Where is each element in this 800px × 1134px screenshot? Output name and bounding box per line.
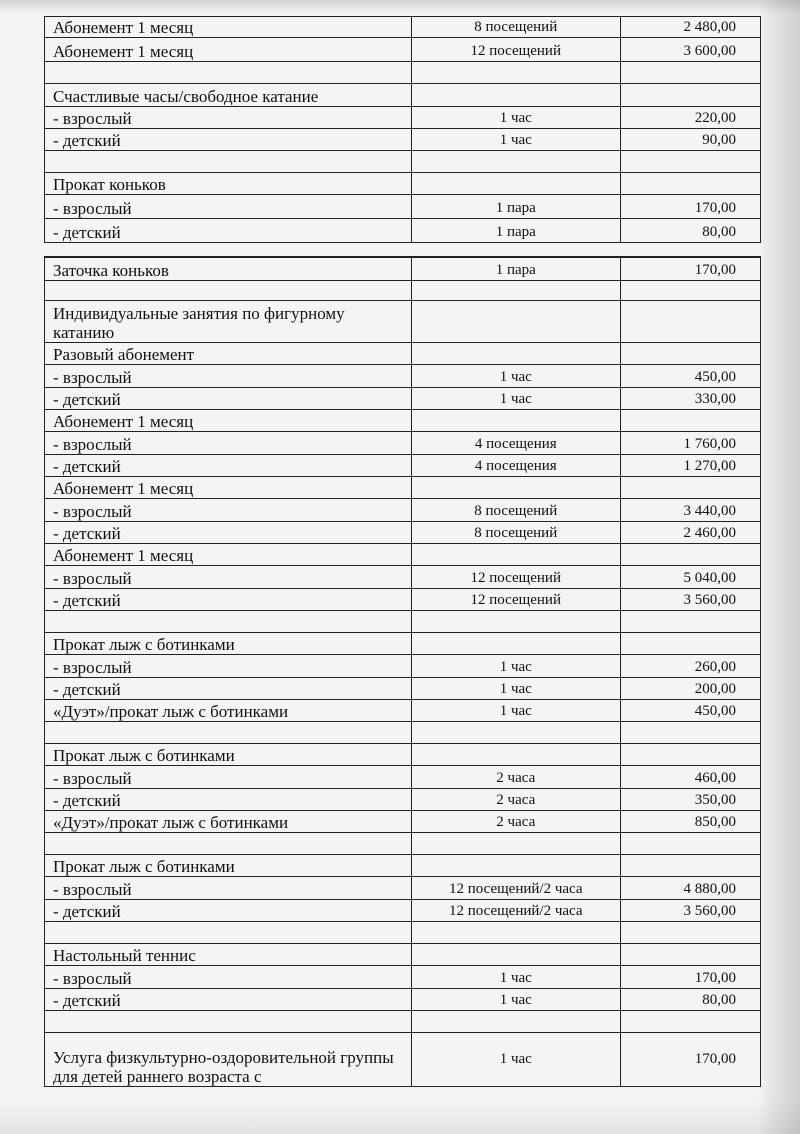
- service-name-cell: Прокат лыж с ботинками: [45, 744, 412, 766]
- table-row: [45, 789, 761, 811]
- scan-shadow-bottom: [0, 1100, 800, 1134]
- blank-cell: [620, 1011, 760, 1033]
- price-cell: 200,00: [620, 678, 760, 700]
- service-name-cell: Абонемент 1 месяц: [45, 410, 412, 432]
- table-row: [45, 855, 761, 877]
- unit-cell: [411, 84, 620, 107]
- price-cell: 90,00: [620, 129, 760, 151]
- table-row: [45, 811, 761, 833]
- service-name-cell: - детский: [45, 455, 412, 477]
- price-cell: [620, 544, 760, 566]
- service-name-cell: Настольный теннис: [45, 944, 412, 966]
- table-blank-row: [45, 281, 761, 301]
- blank-cell: [411, 281, 620, 301]
- table-row: [45, 195, 761, 219]
- price-cell: 450,00: [620, 700, 760, 722]
- unit-cell: 1 час: [411, 678, 620, 700]
- blank-cell: [620, 922, 760, 944]
- price-cell: [620, 410, 760, 432]
- table-row: [45, 107, 761, 129]
- blank-cell: [45, 62, 412, 84]
- table-row: [45, 343, 761, 365]
- table-row: [45, 129, 761, 151]
- service-name-cell: - детский: [45, 789, 412, 811]
- unit-cell: 2 часа: [411, 811, 620, 833]
- blank-cell: [620, 611, 760, 633]
- unit-cell: [411, 944, 620, 966]
- service-name-cell: - взрослый: [45, 365, 412, 388]
- table-row: [45, 84, 761, 107]
- service-name-cell: «Дуэт»/прокат лыж с ботинками: [45, 811, 412, 833]
- service-name-cell: - детский: [45, 388, 412, 410]
- table-row: [45, 257, 761, 281]
- table-blank-row: [45, 151, 761, 173]
- blank-cell: [45, 1011, 412, 1033]
- blank-cell: [620, 281, 760, 301]
- service-name-cell: - взрослый: [45, 195, 412, 219]
- price-cell: 350,00: [620, 789, 760, 811]
- service-name-cell: - взрослый: [45, 566, 412, 589]
- price-cell: 170,00: [620, 966, 760, 989]
- service-name-cell: - взрослый: [45, 966, 412, 989]
- service-name-cell: Счастливые часы/свободное катание: [45, 84, 412, 107]
- price-cell: [620, 744, 760, 766]
- service-name-cell: - детский: [45, 219, 412, 243]
- price-cell: 1 270,00: [620, 455, 760, 477]
- price-cell: [620, 343, 760, 365]
- service-name-cell: - детский: [45, 900, 412, 922]
- price-cell: 850,00: [620, 811, 760, 833]
- table-blank-row: [45, 62, 761, 84]
- table-row: [45, 589, 761, 611]
- price-cell: 3 560,00: [620, 900, 760, 922]
- unit-cell: [411, 173, 620, 195]
- price-cell: 1 760,00: [620, 432, 760, 455]
- blank-cell: [411, 62, 620, 84]
- service-name-cell: Прокат лыж с ботинками: [45, 633, 412, 655]
- blank-cell: [45, 722, 412, 744]
- unit-cell: 4 посещения: [411, 455, 620, 477]
- unit-cell: 1 пара: [411, 257, 620, 281]
- blank-cell: [45, 151, 412, 173]
- price-cell: 3 440,00: [620, 499, 760, 522]
- price-cell: [620, 301, 760, 343]
- table-blank-row: [45, 611, 761, 633]
- service-name-cell: - детский: [45, 589, 412, 611]
- price-cell: 170,00: [620, 195, 760, 219]
- unit-cell: 1 пара: [411, 195, 620, 219]
- table-blank-row: [45, 1011, 761, 1033]
- unit-cell: 1 час: [411, 107, 620, 129]
- price-cell: 460,00: [620, 766, 760, 789]
- unit-cell: 1 час: [411, 1033, 620, 1087]
- price-cell: [620, 84, 760, 107]
- unit-cell: [411, 855, 620, 877]
- unit-cell: 1 час: [411, 388, 620, 410]
- table-row: [45, 655, 761, 678]
- table-row: [45, 522, 761, 544]
- service-name-cell: Индивидуальные занятия по фигурному катанию: [45, 301, 412, 343]
- unit-cell: [411, 477, 620, 499]
- price-cell: 80,00: [620, 989, 760, 1011]
- table-row: [45, 477, 761, 499]
- table-row: [45, 173, 761, 195]
- blank-cell: [411, 922, 620, 944]
- service-name-cell: Абонемент 1 месяц: [45, 17, 412, 38]
- table-blank-row: [45, 722, 761, 744]
- table-row: [45, 219, 761, 243]
- unit-cell: 12 посещений/2 часа: [411, 877, 620, 900]
- service-name-cell: - взрослый: [45, 499, 412, 522]
- blank-cell: [620, 151, 760, 173]
- service-name-cell: - взрослый: [45, 877, 412, 900]
- price-cell: 80,00: [620, 219, 760, 243]
- table-row: [45, 499, 761, 522]
- price-cell: 170,00: [620, 257, 760, 281]
- blank-cell: [620, 833, 760, 855]
- service-name-cell: Услуга физкультурно-оздоровительной группы для детей раннего возраста с: [45, 1033, 412, 1087]
- service-name-cell: - взрослый: [45, 107, 412, 129]
- blank-cell: [411, 611, 620, 633]
- service-name-cell: Абонемент 1 месяц: [45, 477, 412, 499]
- table-gap-row: [45, 243, 761, 257]
- unit-cell: [411, 343, 620, 365]
- scan-shadow-right: [758, 0, 800, 1134]
- unit-cell: 1 час: [411, 365, 620, 388]
- unit-cell: 1 час: [411, 700, 620, 722]
- unit-cell: [411, 633, 620, 655]
- unit-cell: [411, 410, 620, 432]
- price-list-body: [45, 17, 761, 1087]
- table-row: [45, 633, 761, 655]
- unit-cell: [411, 544, 620, 566]
- price-cell: 2 480,00: [620, 17, 760, 38]
- table-row: [45, 900, 761, 922]
- table-row: [45, 432, 761, 455]
- blank-cell: [45, 611, 412, 633]
- unit-cell: 12 посещений: [411, 566, 620, 589]
- service-name-cell: - детский: [45, 129, 412, 151]
- blank-cell: [45, 281, 412, 301]
- table-row: [45, 989, 761, 1011]
- scan-shadow-top: [0, 0, 800, 14]
- table-row: [45, 678, 761, 700]
- service-name-cell: Абонемент 1 месяц: [45, 38, 412, 62]
- table-row: [45, 365, 761, 388]
- price-cell: [620, 173, 760, 195]
- unit-cell: 8 посещений: [411, 522, 620, 544]
- service-name-cell: Абонемент 1 месяц: [45, 544, 412, 566]
- service-name-cell: - детский: [45, 522, 412, 544]
- price-cell: 450,00: [620, 365, 760, 388]
- price-cell: 220,00: [620, 107, 760, 129]
- table-row: [45, 966, 761, 989]
- unit-cell: 1 час: [411, 129, 620, 151]
- blank-cell: [620, 722, 760, 744]
- table-row: [45, 301, 761, 343]
- unit-cell: 1 час: [411, 655, 620, 678]
- unit-cell: 12 посещений: [411, 38, 620, 62]
- table-row: [45, 544, 761, 566]
- table-row: [45, 38, 761, 62]
- blank-cell: [45, 922, 412, 944]
- table-row: [45, 744, 761, 766]
- table-row: [45, 944, 761, 966]
- table-row: [45, 566, 761, 589]
- blank-cell: [411, 722, 620, 744]
- service-name-cell: Заточка коньков: [45, 257, 412, 281]
- price-cell: 4 880,00: [620, 877, 760, 900]
- unit-cell: 8 посещений: [411, 17, 620, 38]
- service-name-cell: - взрослый: [45, 655, 412, 678]
- table-blank-row: [45, 922, 761, 944]
- price-cell: 5 040,00: [620, 566, 760, 589]
- unit-cell: 8 посещений: [411, 499, 620, 522]
- unit-cell: 12 посещений/2 часа: [411, 900, 620, 922]
- table-row: [45, 455, 761, 477]
- service-name-cell: Разовый абонемент: [45, 343, 412, 365]
- blank-cell: [45, 833, 412, 855]
- table-blank-row: [45, 833, 761, 855]
- service-name-cell: - детский: [45, 989, 412, 1011]
- price-cell: 3 600,00: [620, 38, 760, 62]
- unit-cell: [411, 744, 620, 766]
- service-name-cell: Прокат коньков: [45, 173, 412, 195]
- service-name-cell: «Дуэт»/прокат лыж с ботинками: [45, 700, 412, 722]
- table-row: [45, 877, 761, 900]
- price-cell: [620, 633, 760, 655]
- blank-cell: [411, 833, 620, 855]
- unit-cell: 2 часа: [411, 766, 620, 789]
- unit-cell: 1 пара: [411, 219, 620, 243]
- unit-cell: 2 часа: [411, 789, 620, 811]
- table-row: [45, 766, 761, 789]
- price-list-table: [44, 16, 761, 1087]
- unit-cell: 4 посещения: [411, 432, 620, 455]
- price-cell: 2 460,00: [620, 522, 760, 544]
- blank-cell: [411, 151, 620, 173]
- unit-cell: 1 час: [411, 989, 620, 1011]
- price-cell: 170,00: [620, 1033, 760, 1087]
- price-cell: 330,00: [620, 388, 760, 410]
- table-row: [45, 17, 761, 38]
- unit-cell: 1 час: [411, 966, 620, 989]
- price-cell: [620, 944, 760, 966]
- table-row: [45, 410, 761, 432]
- service-name-cell: - взрослый: [45, 432, 412, 455]
- price-cell: 260,00: [620, 655, 760, 678]
- blank-cell: [620, 62, 760, 84]
- price-cell: [620, 477, 760, 499]
- service-name-cell: - взрослый: [45, 766, 412, 789]
- price-cell: [620, 855, 760, 877]
- table-row: [45, 388, 761, 410]
- service-name-cell: - детский: [45, 678, 412, 700]
- table-row: [45, 700, 761, 722]
- unit-cell: 12 посещений: [411, 589, 620, 611]
- service-name-cell: Прокат лыж с ботинками: [45, 855, 412, 877]
- price-cell: 3 560,00: [620, 589, 760, 611]
- unit-cell: [411, 301, 620, 343]
- blank-cell: [411, 1011, 620, 1033]
- table-row: [45, 1033, 761, 1087]
